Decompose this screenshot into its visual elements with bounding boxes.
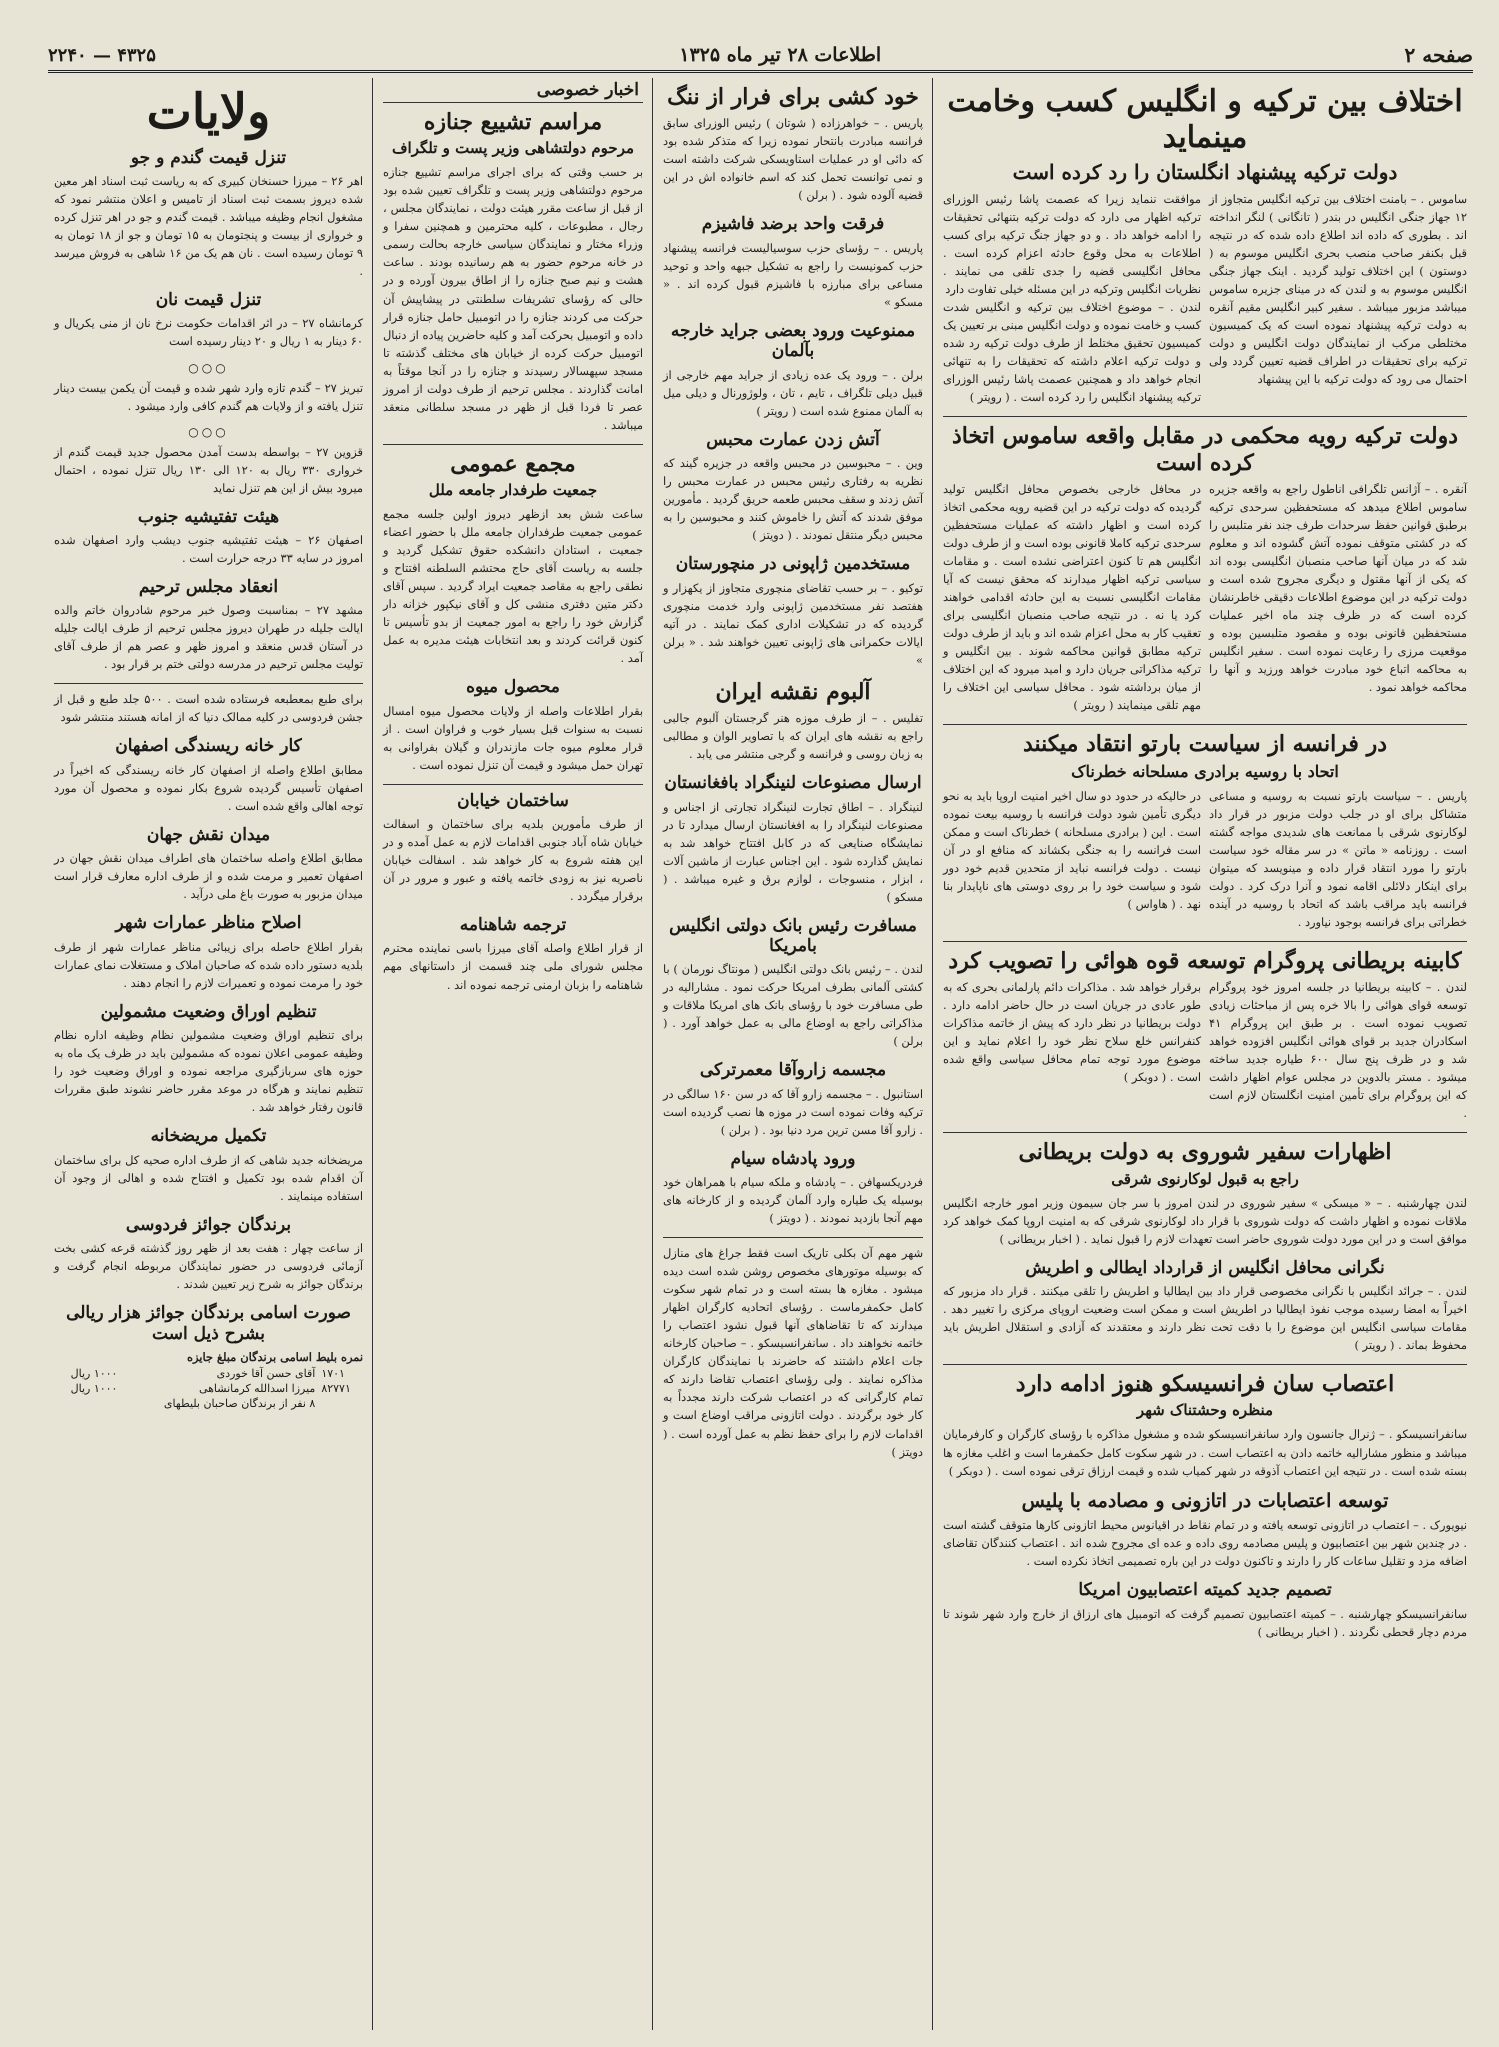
article-body: وین . – محبوسین در محبس واقعه در جزیره گیند که نظریه به رفتاری رئیس محبس در عمارت محبس را آتش زدند و سقف محبس طعمه حریق گردید . مأمورین موفق شدند که آتش را خاموش کنند و محبوسین را به محبس دیگر منتقل نمودند . ( دویتز ) [663, 456, 923, 543]
subheadline: اتحاد با روسیه برادری مسلحانه خطرناک [1071, 761, 1339, 781]
article-body: بقرار اطلاعات واصله از ولایات محصول میوه امسال نسبت به سنوات قبل بسیار خوب و فراوان است . از قرار معلوم میوه جات مازندران و گیلان بفراوانی به تهران حمل میشود و قیمت آن تنزل نموده است . [383, 703, 643, 772]
article-tabriz [54, 379, 363, 415]
article-iran-map-album [663, 679, 923, 763]
article-body: برای طبع بمعطبعه فرستاده شده است . ۵۰۰ جلد طبع و قبل از جشن فردوسی در کلیه ممالک دنیا که از امانه هستند منتشر شود [54, 692, 363, 725]
article-ferdowsi-winners [54, 1215, 363, 1293]
article-france-barthou [943, 731, 1467, 931]
article-body: فردریکسهافن . – پادشاه و ملکه سیام با همراهان خود بوسیله یک طیاره وارد آلمان گردیده و از کارخانه های مهم آنجا بازدید نمودند . ( دویتز ) [663, 1175, 923, 1226]
article-turkey-england [943, 84, 1467, 406]
subheadline: دولت ترکیه پیشنهاد انگلستان را رد کرده است [1012, 160, 1398, 184]
prize-amount: ۱۰۰۰ ریال [70, 1381, 118, 1395]
article-body: لندن . – رئیس بانک دولتی انگلیس ( مونتاگ نورمان ) با کشتی آلمانی بطرف امریکا حرکت نمود . مشارالیه در طی مسافرت خود با رؤسای بانک های امریکا ملاقات و مذاکراتی راجع به اوضاع مالی به عمل خواهد آورد . ( برلن ) [663, 962, 923, 1049]
issue-number: ۲۲۴۰ — ۴۳۲۵ [48, 44, 156, 66]
prize-amount: ۱۰۰۰ ریال [70, 1366, 118, 1380]
article-wheat-price [54, 148, 363, 280]
article-turkey-samos [943, 423, 1467, 714]
newspaper-header: اطلاعات ۲۸ تیر ماه ۱۳۲۵ [679, 44, 882, 66]
article-body: از طرف مأمورین بلدیه برای ساختمان و اسفالت خیابان شاه آباد جنوبی اقدامات لازم به عمل آمده و در این هفته شروع به کار خواهد شد . اسفالت خیابان ناصریه نیز به زودی خاتمه یافته و عبور و مرور در آن برقرار میگردد . [383, 817, 643, 904]
headline: تنظیم اوراق وضعیت مشمولین [100, 1001, 317, 1022]
headline: خود کشی برای فرار از ننگ [667, 84, 919, 110]
article-italy-austria [943, 1258, 1467, 1354]
headline: ممنوعیت ورود بعضی جراید خارجه بآلمان [670, 320, 916, 362]
article-body: لندن . – موضوع اختلاف بین ترکیه و انگلیس شدت کسب و خامت نموده و دولت انگلیس مبنی بر تعیین یک کمیسیون تحقیق مختلط از طرف دولت ترکیه رد شده و دولت ترکیه اعلام داشته که تحقیقات را به تنهائی انجام خواهد داد و همچنین عصمت پاشا رئیس الوزرای ترکیه پیشنهاد انگلیس را رد کرده است . ( رویتر ) [943, 300, 1201, 405]
headline: مجمع عمومی [450, 450, 576, 477]
table-row [54, 1366, 363, 1381]
section-title: اخبار خصوصی [383, 78, 643, 103]
winners-table [54, 1366, 363, 1411]
headline: محصول میوه [466, 677, 560, 698]
article-body: شهر مهم آن بکلی تاریک است فقط جراغ های منازل که بوسیله موتورهای مخصوص روشن شده است دیده میشود . مغازه ها بسته است و در تمام شهر سکوت کامل حکمفرماست . رؤسای اتحادیه کارگران اظهار میدارند که تا تقاضاهای آنها قبول نشود اعتصاب را خاتمه نخواهند داد . سانفرانسیسکو . – صاحبان کارخانه جات اعلام داشتند که حاضرند با نمایندگان کارگران مذاکره نمایند . ولی رؤسای اعتصاب تقاضا دارند که تمام کارگرانی که در اعتصاب شرکت دارند مجدداً به کار خود برگردند . دولت اتازونی مراقب اوضاع است و اقدامات لازم را برای حفظ نظم به عمل آورده است . ( دویتز ) [663, 1246, 923, 1459]
table-row [54, 1381, 363, 1396]
headline: توسعه اعتصابات در اتازونی و مصادمه با پلیس [1021, 1489, 1389, 1512]
headline: مسافرت رئیس بانک دولتی انگلیس بامریکا [669, 915, 917, 956]
ticket-number: ۱۷۰۱ [321, 1366, 345, 1380]
article-general-assembly [383, 451, 643, 668]
article-body: برای تنظیم اوراق وضعیت مشمولین نظام وظیفه اداره نظام وظیفه عمومی اعلان نموده که مشمولین باید در ظرف یک ماه به حوزه های سربازگیری مراجعه نموده و اوراق وضعیت خود را تنظیم نمایند و هرگاه در موعد مقرر حاضر نشوند طبق مقررات قانون رفتار خواهد شد . [54, 1028, 363, 1115]
article-sf-continued [663, 1244, 923, 1460]
article-body: اصفهان ۲۶ – هیئت تفتیشیه جنوب دیشب وارد اصفهان شده امروز در سایه ۳۳ درجه حرارت است . [54, 532, 363, 565]
article-spinning-factory [54, 736, 363, 814]
headline: اختلاف بین ترکیه و انگلیس کسب وخامت مینماید [947, 84, 1463, 155]
article-winners-list [54, 1303, 363, 1411]
article-body: در محافل خارجی بخصوص محافل انگلیس تولید گردیده که دولت ترکیه در این قضیه رویه محکمی اتخاذ کرده است و اظهار داشته که عملیات مستحفظین سرحدی ترکیه کاملا قانونی بوده است و از طرف دولت انگلیس هم تا کنون اعتراضی نشده است . و مقامات سیاسی ترکیه اظهار میدارند که محقق نیست که آیا مقامات انگلیسی نسبت به این حادثه اقدامی خواهند کرد یا نه . در نتیجه صاحب منصبان انگلیسی برای تعقیب کار به محل اعزام شده اند و باید از طرف دولت ترکیه مطابق قوانین محاکمه شوند . بین انگلیس و ترکیه مذاکراتی جریان دارد و امید میرود که این اختلاف از میان برداشته شود . محافل سیاسی این اختلاف را مهم تلقی مینمایند ( رویتر ) [943, 481, 1201, 713]
article-body: برقرار خواهد شد . مذاکرات دائم پارلمانی بحری که به طور عادی در جریان است در حال حاضر ادامه دارد . دولت بریطانیا در نظر دارد که پیش از خاتمه مذاکرات کنفرانس خلع سلاح نظر خود را اعلام نماید و این موضوع مورد توجه تمام محافل سیاسی واقع شده است . ( دوبکر ) [943, 980, 1201, 1085]
prize-amount [54, 1396, 120, 1411]
article-leningrad-goods [663, 773, 923, 905]
article-japanese-manchuria [663, 554, 923, 668]
headline: نگرانی محافل انگلیس از قرارداد ایطالی و اطریش [1025, 1257, 1385, 1278]
headline: برندگان جوائز فردوسی [125, 1214, 292, 1235]
headline: کابینه بریطانی پروگرام توسعه قوه هوائی را تصویب کرد [948, 947, 1462, 974]
headline: انعقاد مجلس ترحیم [138, 577, 279, 597]
column-local-news [377, 78, 649, 2030]
headline: آلبوم نقشه ایران [715, 678, 871, 705]
article-body: استانبول . – مجسمه زارو آقا که در سن ۱۶۰ سالگی در ترکیه وفات نموده است در موزه ها نصب گردیده است . زارو آقا مسن ترین مرد دنیا بود . ( برلن ) [663, 1086, 923, 1137]
headline: مراسم تشییع جنازه [423, 109, 603, 135]
article-bank-england [663, 916, 923, 1051]
article-print [54, 690, 363, 726]
article-body: لندن چهارشنبه . – « میسکی » سفیر شوروی در لندن امروز با سر جان سیمون وزیر امور خارجه انگلیس ملاقات نموده و اظهار داشت که دولت شوروی با قرار داد لوکارنوی شرقی که به امنیت اروپا کمک خواهد کرد موافق است و در این مورد دولت شوروی حاضر است تعهدات لازم را قبول نماید . ( اخبار بریطانی ) [943, 1195, 1467, 1246]
winner-name: ۸ نفر از برندگان صاحبان بلیطهای [163, 1396, 316, 1410]
article-body: سانفرانسیسکو . – ژنرال جانسون وارد سانفرانسیسکو شده و مشغول مذاکره با رؤسای کارگران و کارفرمایان میباشد و منظور مشارالیه خاتمه دادن به اعتصاب است . در شهر سکوت کامل حکمفرما است و اغلب مغازه ها بسته شده است . در نتیجه این اعتصاب آذوقه در شهر کمیاب شده و قیمت ارزاق ترقی نموده است . ( دوبکر ) [943, 1427, 1467, 1478]
headline: ساختمان خیابان [457, 790, 569, 811]
headline: ترجمه شاهنامه [459, 915, 567, 936]
article-street-construction [383, 791, 643, 905]
article-british-air-force [943, 948, 1467, 1123]
article-body: بقرار اطلاع حاصله برای زیبائی مناظر عمارات شهر از طرف بلدیه دستور داده شده که صاحبان املاک و مستغلات نمای عمارات خود را مرمت نموده و تعمیرات لازم را انجام دهند . [54, 939, 363, 990]
ticket-number: ۸۲۷۷۱ [321, 1381, 351, 1395]
subheadline: مرحوم دولتشاهی وزیر پست و تلگراف [392, 139, 634, 158]
headline: اظهارات سفیر شوروی به دولت بریطانی [1018, 1139, 1392, 1166]
table-row [54, 1396, 363, 1411]
headline: هیئت تفتیشیه جنوب [137, 506, 280, 527]
article-strike-committee [943, 1580, 1467, 1640]
article-body: از قرار اطلاع واصله آقای میرزا باسی نماینده محترم مجلس شورای ملی چند قسمت از داستانهای مهم شاهنامه را بزبان ارمنی ترجمه نموده اند . [383, 941, 643, 992]
headline: کار خانه ریسندگی اصفهان [115, 736, 302, 757]
article-body: از ساعت چهار : هفت بعد از ظهر روز گذشته قرعه کشی بخت آزمائی فردوسی در حضور نمایندگان مربوطه انجام گرفت و برندگان جوائز به شرح زیر تعیین شدند . [54, 1241, 363, 1292]
article-body: اهر ۲۶ – میرزا حسنخان کبیری که به ریاست ثبت اسناد اهر معین شده دیروز بسمت ثبت اسناد از تامیس و اعلان منتشر نمود که مشغول انجام وظیفه میباشد . قیمت گندم و جو در اهر تنزل کرده و خرواری از بیست و پنجتومان به ۱۵ تومان و جو از ۱۸ تومان به ۹ تومان رسیده است . نان هم یک من ۱۶ شاهی به فروش میرسد . [54, 173, 364, 279]
section-title-provinces: ولایات [146, 84, 271, 140]
article-body: بر حسب وقتی که برای اجرای مراسم تشییع جنازه مرحوم دولتشاهی وزیر پست و تلگراف تعیین شده بود از قبل از ساعت مقرر هیئت دولت ، نمایندگان مجلس ، رجال ، مطبوعات ، کلیه محترمین و همچنین سفرا و وزراء مختار و نمایندگان سیاسی خارجه بحالت رسمی در خانه مرحوم حضور به هم رسانیده بودند . ساعت هشت و نیم صبح جنازه را از اطاق بیرون آورده و در حالی که رؤسای تشریفات سلطنتی در پیشاپیش آن حرکت می کردند جنازه را در اتومبیل حامل جنازه قرار داده و اتومبیل بحرکت آمد و کلیه حاضرین پیاده از دنبال اتومبیل حرکت کرده از خیابان های مختلف گذشته تا مسجد سپهسالار رسیدند و جنازه را در آنجا موقتاً به امانت گذاردند . مجلس ترحیم از طرف دولت از امروز عصر تا فردا قبل از ظهر در مسجد سلطانی منعقد میباشد . [383, 165, 643, 432]
headline: فرقت واحد برضد فاشیزم [701, 214, 885, 235]
article-body: تبریز ۲۷ – گندم تازه وارد شهر شده و قیمت آن یکمن بیست دینار تنزل یافته و از ولایات هم گندم کافی وارد میشود . [54, 380, 363, 413]
newspaper-page [48, 40, 1473, 2030]
article-body: ساموس . – بامنت اختلاف بین ترکیه انگلیس متجاوز از ۱۲ جهاز جنگی انگلیس در بندر ( تانگانی ) لنگر انداخته اند . بطوری که داده اند اطلاع داده شده که در نتیجه قبل بکنفر صاحب منصب بحری انگلیس موسوم به ( دوستون ) این اختلاف تولید گردید . اینک جهاز جنگی انگلیس موسوم به و لندن که در مینای جزیره ساموس میباشد مزبور میباشد . سفیر کبیر انگلیس مقیم آنقره به دولت ترکیه پیشنهاد نموده است که یک کمیسیون مختلطی مرکب از نمایندگان دولت انگلیس و دولت ترکیه برای تحقیقات در اطراف قضیه تعیین گردد ولی احتمال می رود که دولت ترکیه با این پیشنهاد [1209, 192, 1467, 387]
subheadline: راجع به قبول لوکارنوی شرقی [1111, 1169, 1299, 1188]
article-inspection [54, 507, 363, 567]
table-header: نمره بلیط اسامی برندگان مبلغ جایزه [187, 1349, 363, 1364]
headline: تصمیم جدید کمیته اعتصابیون امریکا [1078, 1580, 1332, 1601]
headline: ورود پادشاه سیام [730, 1148, 856, 1169]
headline: ارسال مصنوعات لنینگراد بافغانستان [664, 773, 922, 794]
article-zaro-aga [663, 1060, 923, 1138]
article-prison-fire [663, 430, 923, 544]
article-body: لندن . – جرائد انگلیس با نگرانی مخصوصی قرار داد بین ایطالیا و اطریش را تلقی میکنند . قرار داد مزبور که اخیراً به امضا رسیده موجب نفوذ ایطالیا در اطریش است و ممکن است وضعیت اروپای مرکزی را تغییر دهد . مقامات سیاسی انگلیس این موضوع را با دقت تحت نظر دارند و معتقدند که آزادی و استقلال اطریش باید محفوظ بماند . ( رویتر ) [943, 1284, 1467, 1353]
columns [48, 78, 1473, 2030]
article-memorial [54, 577, 363, 673]
article-body: در حالیکه در حدود دو سال اخیر امنیت اروپا باید به نحو دیگری تأمین شود دولت فرانسه با روسیه بیعت نموده است . این ( برادری مسلحانه ) خطرناک است و ممکن است فرانسه را به جنگی بکشاند که منافع او در آن نیست . دولت فرانسه نباید از متحدین قدیم خود دور شود و سیاست خود را بر روی دوستی های ناپایدار بنا نهد . ( هاواس ) [943, 788, 1201, 911]
article-soviet-ambassador [943, 1139, 1467, 1247]
article-body: توکیو . – بر حسب تقاضای منچوری متجاوز از یکهزار و هفتصد نفر مستخدمین ژاپونی وارد خدمت منچوری گردیده که در تشکیلات اداری کمک نمایند . در آتیه ایالات حکمرانی های ژاپونی تعیین خواهند شد . « برلن » [663, 580, 923, 667]
article-body: لنینگراد . – اطاق تجارت لنینگراد تجارتی از اجناس و مصنوعات لنینگراد را به افغانستان ارسال میدارد تا در نمایشگاه صنایعی که در کابل افتتاح خواهد شد به نمایش گذارده شود . این اجناس عبارت از ماشین آلات ، ابزار ، منسوجات ، لوازم برق و غیره میباشد . ( مسکو ) [663, 799, 923, 904]
headline: مجسمه زاروآقا معمرترکی [699, 1060, 887, 1081]
headline: آتش زدن عمارت محبس [706, 429, 880, 450]
winner-name: میرزا اسدالله کرمانشاهی [198, 1381, 316, 1395]
article-body: مطابق اطلاع واصله از اصفهان کار خانه ریسندگی که اخیراً در اصفهان تأسیس گردیده شروع بکار نموده و محصول آن مورد توجه اهالی واقع شده است . [54, 762, 363, 813]
article-body: تفلیس . – از طرف موزه هنر گرجستان آلبوم جالبی راجع به نقشه های ایران که با تصاویر الوان و مطالبی به زبان روسی و فرانسه و گرجی منتشر می یابد . [663, 711, 923, 762]
article-us-strikes [943, 1490, 1467, 1571]
headline: در فرانسه از سیاست بارتو انتقاد میکنند [1022, 731, 1388, 758]
article-city-views [54, 913, 363, 991]
column-provinces: ولایات تنزل قیمت گندم و جو اهر ۲۶ – میرزا حسنخان کبیری که به ریاست ثبت اسناد اهر معین شده دیروز بسمت ثبت اسناد از تامیس و اعلان منتشر نمود که مشغول انجام وظیفه میباشد . قیمت گندم و جو در اهر تنزل کرده و خرواری از بیست و پنجتومان به ۱۵ تومان و جو از ۱۸ تومان به ۹ تومان رسیده است . نان هم یک من ۱۶ شاهی به فروش میرسد . تنزل قیمت نان کرمانشاه ۲۷ – در اثر اقدامات حکومت نرخ نان از منی یکریال و ۶۰ دینار به ۱ ریال و ۲۰ دینار رسیده است ○○○ تبریز ۲۷ – گندم تازه وارد شهر شده و قیمت آن یکمن بیست دینار تنزل یافته و از ولایات هم گندم کافی وارد میشود . ○○○ قزوین ۲۷ – بواسطه بدست آمدن محصول جدید قیمت گندم از خرواری ۳۳۰ ریال به ۱۲۰ الی ۱۳۰ ریال تنزل نموده ، احتمال میرود بیش از این هم تنزل نماید هیئت تفتیشیه جنوب اصفهان ۲۶ – هیئت تفتیشیه جنوب دیشب وارد اصفهان شده امروز در سایه ۳۳ درجه حرارت است . انعقاد مجلس ترحیم مشهد ۲۷ – بمناسبت وصول خبر مرحوم شادروان خاتم والده ایالت جلیله در طهران دیروز مجلس ترحیم از طرف ایالت جلیله در آستان قدس منعقد و امروز ظهر و عصر هم از طرف آقای تولیت مجلس ترحیم در مدرسه دولتی ختم بر قرار بود . برای طبع بمعطبعه فرستاده شده است . ۵۰۰ جلد طبع و قبل از جشن فردوسی در کلیه ممالک دنیا که از امانه هستند منتشر شود کار خانه ریسندگی اصفهان مطابق اطلاع واصله از اصفهان کار خانه ریسندگی که اخیراً در اصفهان تأسیس گردیده شروع بکار نموده و محصول آن مورد توجه اهالی واقع شده است . میدان نقش جهان مطابق اطلاع واصله ساختمان های اطراف میدان نقش جهان در اصفهان تعمیر و مرمت شده و از طرف اداره معارف قرار است میدان مزبور به صورت باغ ملی درآید . اصلاح مناظر عمارات شهر بقرار اطلاع حاصله برای زیبائی مناظر عمارات شهر از طرف بلدیه دستور داده شده که صاحبان املاک و مستغلات نمای عمارات خود را مرمت نموده و تعمیرات لازم را انجام دهند . تنظیم اوراق وضعیت مشمولین برای تنظیم اوراق وضعیت مشمولین نظام وظیفه اداره نظام وظیفه عمومی اعلان نموده که مشمولین باید در ظرف یک ماه به حوزه های سربازگیری مراجعه نموده و اوراق وضعیت خود را تنظیم نمایند و هرگاه در موعد مقرر حاضر نشوند طبق مقررات قانون رفتار خواهد شد . تکمیل مریضخانه مریضخانه جدید شاهی که از طرف اداره صحیه کل برای ساختمان آن اقدام شده بود تکمیل و افتتاح شده و اهالی از وجود آن استفاده مینمایند . برندگان جوائز فردوسی از ساعت چهار : هفت بعد از ظهر روز گذشته قرعه کشی بخت آزمائی فردوسی در حضور نمایندگان مربوطه انجام گرفت و برندگان جوائز به شرح زیر تعیین شدند . صورت اسامی برندگان جوائز هزار ریالی بشرح ذیل است نمره بلیط اسامی برندگان مبلغ جایزه ۱۷۰۱ آقای حسن آقا خوردی ۱۰۰۰ ریال ۸۲۷۷۱ میرزا اسدالله کرمانشاهی ۱۰۰۰ ریال ۸ نفر از برندگان صاحبان بلیطهای [54, 84, 364, 1410]
article-body: پاریس . – خواهرزاده ( شوتان ) رئیس الوزرای سابق فرانسه مبادرت بانتحار نموده زیرا که متذکر شده بود که دائی او در عملیات استاویسکی شرکت داشته است و نمی توانست تحمل کند که اسم خانواده اش در این قضیه آلوده شود . ( برلن ) [663, 116, 923, 203]
subheadline: منظره وحشتناک شهر [1136, 1401, 1274, 1420]
article-body: پاریس . – سیاست بارتو نسبت به روسیه و مساعی متشاکل برای او در جلب دولت مزبور در قرار داد لوکارنوی شرقی با ممانعت های شدیدی مواجه گشته است . روزنامه « ماتن » در سر مقاله خود سیاست بارتو را مورد انتقاد قرار داده و مینویسد که میتوان برای اینکار دلائلی اقامه نمود و آنرا درک کرد . دولت فرانسه باید مراقب باشد که اتحاد با روسیه در آینده خطراتی برای فرانسه بوجود نیاورد . [1209, 788, 1467, 929]
article-bread-price [54, 290, 363, 350]
column-foreign-news [937, 78, 1473, 2030]
article-body: پاریس . – رؤسای حزب سوسیالیست فرانسه پیشنهاد حزب کمونیست را راجع به تشکیل جبهه واحد و توحید مساعی برای مبارزه با فاشیزم قبول کرده اند . « مسکو » [663, 240, 923, 309]
article-body: لندن . – کابینه بریطانیا در جلسه امروز خود پروگرام توسعه قوای هوائی را بالا خره پس از مباحثات زیادی تصویب نموده است . بر طبق این پروگرام ۴۱ اسکادران جدید بر قوای هوائی انگلیس افزوده خواهد شد و در ظرف پنج سال ۶۰۰ طیاره جدید ساخته میشود . مستر بالدوین در مجلس عوام اظهار داشت که این پروگرام برای تأمین امنیت انگلستان لازم است . [1209, 980, 1468, 1121]
headline: تنزل قیمت گندم و جو [130, 147, 287, 168]
winner-name: آقای حسن آقا خوردی [216, 1366, 316, 1380]
article-body: برلن . – ورود یک عده زیادی از جراید مهم خارجی از قبیل دیلی تلگراف ، تایم ، تان ، ولوژورنال و دیلی میل به آلمان ممنوع شده است ( رویتر ) [663, 367, 923, 418]
headline: تکمیل مریضخانه [150, 1126, 267, 1147]
article-body: کرمانشاه ۲۷ – در اثر اقدامات حکومت نرخ نان از منی یکریال و ۶۰ دینار به ۱ ریال و ۲۰ دینار رسیده است [54, 316, 363, 349]
article-press-ban [663, 321, 923, 420]
article-hospital [54, 1126, 363, 1204]
article-body: قزوین ۲۷ – بواسطه بدست آمدن محصول جدید قیمت گندم از خرواری ۳۳۰ ریال به ۱۲۰ الی ۱۳۰ ریال تنزل نموده ، احتمال میرود بیش از این هم تنزل نماید [54, 444, 364, 495]
headline: مستخدمین ژاپونی در منچورستان [675, 554, 911, 575]
article-body: مطابق اطلاع واصله ساختمان های اطراف میدان نقش جهان در اصفهان تعمیر و مرمت شده و از طرف اداره معارف قرار است میدان مزبور به صورت باغ ملی درآید . [54, 851, 363, 902]
headline: اصلاح مناظر عمارات شهر [115, 913, 302, 934]
headline: صورت اسامی برندگان جوائز هزار ریالی بشرح ذیل است [66, 1303, 351, 1344]
headline: دولت ترکیه رویه محکمی در مقابل واقعه ساموس اتخاذ کرده است [951, 423, 1459, 476]
ticket-number [318, 1396, 363, 1411]
article-body: آنقره . – آژانس تلگرافی اناطول راجع به واقعه جزیره ساموس اطلاع میدهد که مستحفظین سرحدی ترکیه برطبق قوانین حفظ سرحدات طرف جند نفر متلبس را که در کشتی متوقف نموده آتش گشوده اند و معلوم شد که در میان آنها صاحب منصبان انگلیسی بوده اند که یکی از آنها مقتول و دیگری مجروح شده است و دولت ترکیه در این موضوع اطلاعات دقیقی خاطرنشان کرده است که در ظرف چند ماه اخیر عملیات مستحفظین قانونی بوده و مقصود متلبسین بوده و موقعیت مرزی را رعایت نموده است . سفیر انگلیس به محاکمه اتباع خود مبادرت خواهد ورزید و آنها را محاکمه خواهد نمود . [1209, 481, 1467, 695]
article-fruit [383, 677, 643, 773]
article-naqsh-jahan [54, 825, 363, 903]
article-siam-king [663, 1149, 923, 1227]
article-shahnameh [383, 915, 643, 993]
masthead [48, 40, 1473, 73]
headline: میدان نقش جهان [146, 824, 271, 845]
article-body: موافقت ننماید زیرا که عصمت پاشا رئیس الوزرای ترکیه اظهار می دارد که دولت ترکیه بتنهائی تحقیقات را ادامه خواهد داد . و دو جهاز جنگ ترکیه برای کسب اطلاعات به محل وقوع حادثه اعزام کرده است . محافل انگلیسی قضیه را جدی تلقی می نمایند . نظریات انگلیس وترکیه در این مسئله خیلی تفاوت دارد [943, 192, 1201, 297]
article-conscripts [54, 1002, 363, 1116]
subheadline: جمعیت طرفدار جامعه ملل [428, 481, 598, 500]
article-body: مریضخانه جدید شاهی که از طرف اداره صحیه کل برای ساختمان آن اقدام شده بود تکمیل و افتتاح شده و اهالی از وجود آن استفاده مینمایند . [54, 1152, 363, 1203]
headline: اعتصاب سان فرانسیسکو هنوز ادامه دارد [1015, 1371, 1395, 1398]
article-suicide [663, 84, 923, 204]
article-body: سانفرانسیسکو چهارشنبه . – کمیته اعتصابیون تصمیم گرفت که اتومبیل های ارزاق از خارج وارد شهر شوند تا مردم دچار قحطی نگردند . ( اخبار بریطانی ) [943, 1606, 1467, 1639]
headline: تنزل قیمت نان [155, 290, 262, 311]
article-qazvin [54, 443, 363, 497]
article-body: مشهد ۲۷ – بمناسبت وصول خبر مرحوم شادروان خاتم والده ایالت جلیله در طهران دیروز مجلس ترحیم از طرف ایالت جلیله در آستان قدس منعقد و امروز ظهر و عصر هم از طرف آقای تولیت مجلس ترحیم در مدرسه دولتی ختم بر قرار بود . [54, 603, 363, 672]
article-united-front [663, 214, 923, 310]
article-sf-strike [943, 1371, 1467, 1479]
page-number: صفحه ۲ [1404, 43, 1473, 67]
article-body: نیویورک . – اعتصاب در اتازونی توسعه یافته و در تمام نقاط در اقیانوس محیط اتازونی کارها متوقف گشته است . در چندین شهر بین اعتصابیون و پلیس مصادمه روی داده و عده ای مجروح شده اند . اعتصاب کنندگان تقاضای اضافه مزد و تقلیل ساعات کار را دارند و تاکنون دولت در این باره تصمیمی اتخاذ نکرده است . [943, 1518, 1467, 1569]
article-funeral [383, 109, 643, 434]
column-world-briefs [657, 78, 929, 2030]
article-body: ساعت شش بعد ازظهر دیروز اولین جلسه مجمع عمومی جمعیت طرفداران جامعه ملل با حضور اعضاء جمعیت ، استادان دانشکده حقوق تشکیل گردید و جلسه به ریاست آقای حاج محتشم السلطنه افتتاح و نطقی راجع به مقاصد جمعیت ایراد گردید . سپس آقای دکتر متین دفتری منشی کل و آقای نیکپور خزانه دار گزارش خود را راجع به امور جمعیت از بدو تأسیس تا کنون قرائت کردند و بعد انتخابات هیئت مدیره به عمل آمد . [383, 507, 643, 666]
